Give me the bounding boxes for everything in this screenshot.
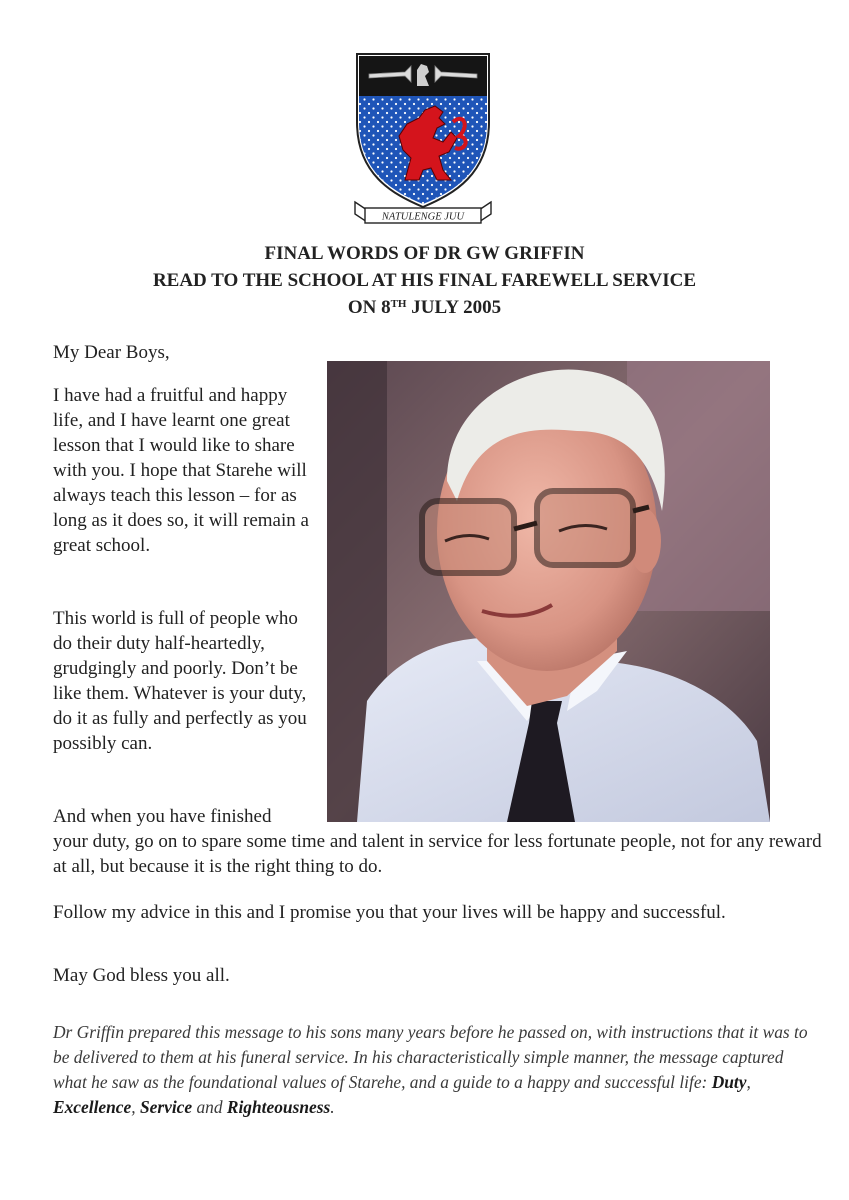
value-separator: , <box>131 1097 140 1117</box>
school-crest <box>353 52 493 224</box>
letter-paragraph-3 <box>53 804 823 879</box>
letter-paragraph-3-rest: your duty, go on to spare some time and talent in service for less fortunate people, not for any reward at all, but because it is the right thing to do. <box>53 831 822 877</box>
value-righteousness: Righteousness <box>226 1097 331 1117</box>
title-line-2: READ TO THE SCHOOL AT HIS FINAL FAREWELL SERVICE <box>152 270 697 291</box>
editorial-note <box>53 1020 813 1120</box>
portrait-photo <box>327 361 770 822</box>
page-title <box>0 240 849 321</box>
portrait-image <box>327 361 770 822</box>
crest-emblem <box>353 52 493 224</box>
value-excellence: Excellence <box>53 1097 132 1117</box>
value-separator: , <box>746 1072 751 1092</box>
title-date-suffix: JULY 2005 <box>406 297 502 318</box>
letter-paragraph-4: Follow my advice in this and I promise you that your lives will be happy and successful. <box>53 902 726 923</box>
title-date-ordinal: TH <box>390 298 407 310</box>
letter-paragraph-1: I have had a fruitful and happy life, and I have learnt one great lesson that I would like to share with you. I hope that Starehe will always teach this lesson – for as long as it does so, it will remain a great school. <box>53 385 309 556</box>
value-service: Service <box>139 1097 193 1117</box>
value-separator: and <box>192 1097 227 1117</box>
editorial-note-text: Dr Griffin prepared this message to his sons many years before he passed on, with instructions that it was to be delivered to them at his funeral service. In his characteristically simple manner, the message captured what he saw as the foundational values of Starehe, and a guide to a happy and successful life: <box>53 1022 808 1092</box>
letter-paragraph-3-first-line: And when you have finished <box>53 806 272 827</box>
letter-closing: May God bless you all. <box>53 965 230 986</box>
letter-salutation: My Dear Boys, <box>53 342 170 363</box>
title-date-prefix: ON 8 <box>347 297 391 318</box>
title-line-3 <box>0 294 849 321</box>
title-line-1: FINAL WORDS OF DR GW GRIFFIN <box>264 243 585 264</box>
value-duty: Duty <box>711 1072 747 1092</box>
letter-paragraph-2: This world is full of people who do their duty half-heartedly, grudgingly and poorly. Don’t be like them. Whatever is your duty, do it as fully and perfectly as you possibly can. <box>53 608 307 754</box>
crest-motto: NATULENGE JUU <box>381 211 465 223</box>
note-end: . <box>330 1097 335 1117</box>
